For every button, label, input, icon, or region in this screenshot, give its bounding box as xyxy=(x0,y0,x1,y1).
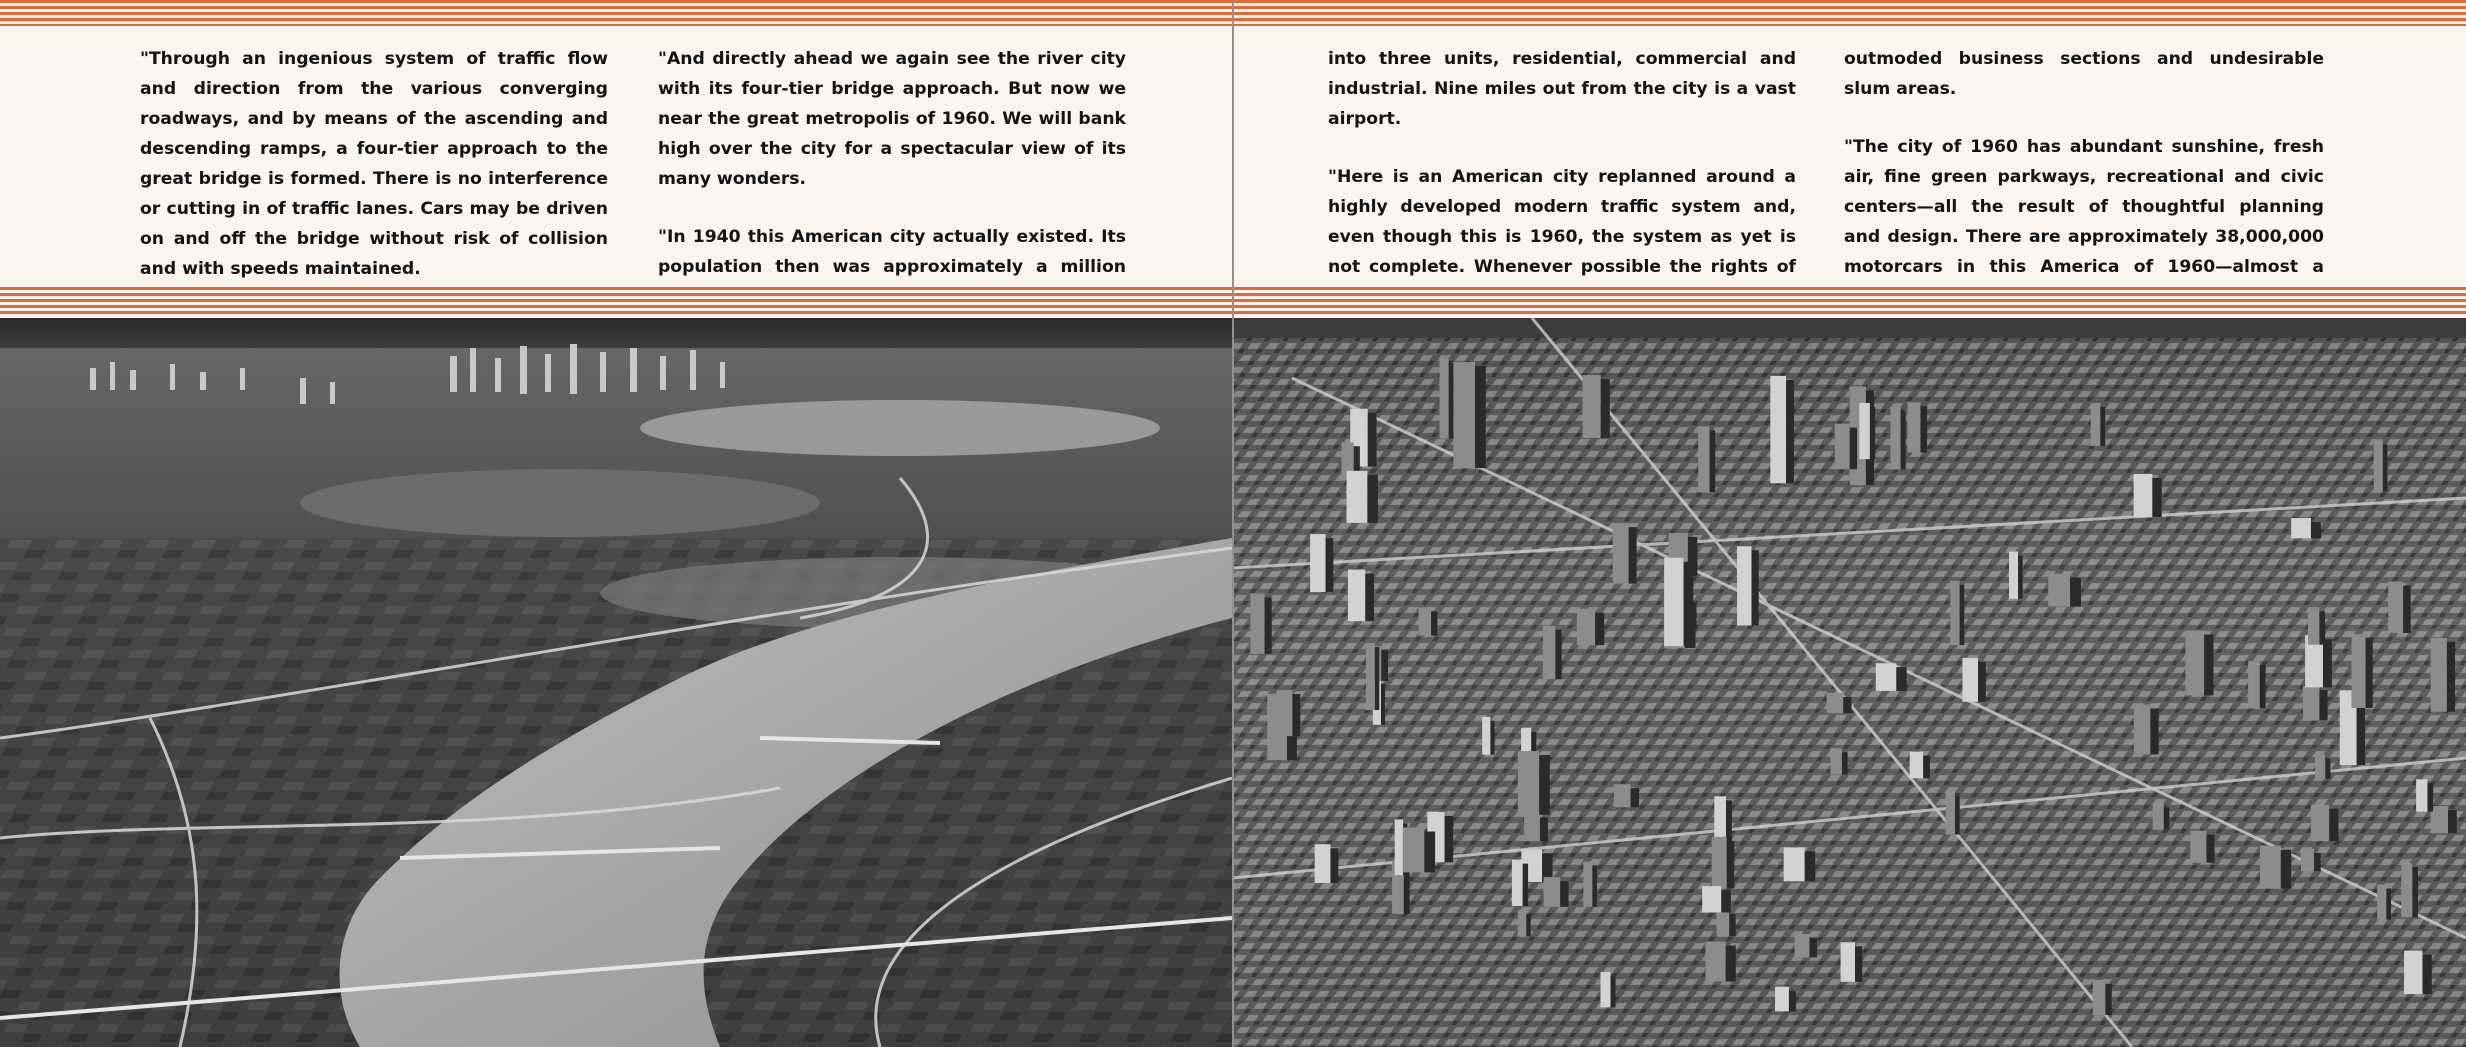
right-col2-paragraph-2: "The city of 1960 has abundant sunshine, fresh air, fine green parkways, recreational and civic centers—all the result of thoughtful planning and design. There are approximately 38,000,000 motorcars in this America of 1960—almost a xyxy=(1844,137,2324,277)
tower xyxy=(1770,376,1786,483)
tower-shadow xyxy=(1629,527,1637,583)
tower xyxy=(1702,886,1721,912)
tower xyxy=(1482,717,1490,755)
tower xyxy=(1830,748,1841,774)
tower-shadow xyxy=(2018,556,2023,599)
tower xyxy=(1664,558,1683,646)
tower-shadow xyxy=(1710,430,1716,492)
tower-shadow xyxy=(2412,867,2418,917)
tower xyxy=(1544,877,1561,907)
tower-shadow xyxy=(1555,630,1561,680)
tower xyxy=(2153,803,2164,829)
tower-shadow xyxy=(2319,611,2325,644)
tower-shadow xyxy=(1526,915,1530,937)
tower-shadow xyxy=(1729,914,1735,936)
tower-shadow xyxy=(1923,756,1930,779)
tower-shadow xyxy=(2311,522,2321,538)
tower xyxy=(1419,607,1432,635)
left-col2-paragraph-2: "In 1940 this American city actually existed. Its population then was approximately a million xyxy=(658,227,1126,277)
tower-shadow xyxy=(1684,562,1694,646)
tower xyxy=(2260,846,2281,889)
tower-shadow xyxy=(1490,721,1494,755)
left-column-1 xyxy=(140,44,608,312)
tower-shadow xyxy=(1523,864,1528,906)
tower xyxy=(2351,634,2365,708)
tower xyxy=(1518,911,1527,937)
tower xyxy=(1907,402,1920,452)
tower-shadow xyxy=(2314,853,2321,871)
tower xyxy=(1577,609,1595,645)
tower xyxy=(1453,362,1475,468)
tower-shadow xyxy=(1449,363,1454,438)
left-col1-paragraph-1: "Through an ingenious system of traffic flow and direction from the various converging roadways, and by means of the ascending and descending ramps, a four-tier approach to the great bridge is formed. There is no interference or cutting in of traffic lanes. Cars may be driven on and off the bridge without risk of collision and with speeds maintained. xyxy=(140,49,608,279)
tower-shadow xyxy=(1445,816,1454,862)
tower-shadow xyxy=(2150,709,2158,755)
tower-shadow xyxy=(1751,550,1758,625)
tower-shadow xyxy=(2448,810,2457,833)
tower-shadow xyxy=(2164,807,2170,829)
tower-shadow xyxy=(1842,752,1848,774)
tower xyxy=(2248,661,2260,708)
tower xyxy=(1543,626,1556,680)
tower xyxy=(2388,582,2403,633)
tower xyxy=(2134,705,2151,755)
tower xyxy=(1601,972,1611,1007)
tower xyxy=(2431,638,2447,712)
tower xyxy=(1250,593,1264,653)
tower xyxy=(2048,574,2070,607)
tower-shadow xyxy=(1726,946,1736,982)
tower-shadow xyxy=(2100,407,2105,446)
tower xyxy=(1403,828,1425,873)
tower xyxy=(1310,534,1325,592)
top-stripe-band xyxy=(1232,0,2466,26)
right-col2-paragraph-1: outmoded business sections and undesirable slum areas. xyxy=(1844,49,2324,99)
tower xyxy=(2315,754,2325,779)
left-col2-paragraph-1: "And directly ahead we again see the river city with its four-tier bridge approach. But now we near the great metropolis of 1960. We will bank high over the city for a spectacular view of its many wonders. xyxy=(658,49,1126,189)
right-col1-paragraph-1: into three units, residential, commercial and industrial. Nine miles out from the city is a vast airport. xyxy=(1328,49,1796,129)
tower-shadow xyxy=(1560,881,1568,907)
tower xyxy=(1583,862,1592,907)
tower-shadow xyxy=(2386,889,2391,920)
tower-shadow xyxy=(1960,585,1965,645)
tower-shadow xyxy=(2319,690,2327,720)
right-text-band xyxy=(1232,30,2466,285)
page-gutter xyxy=(1232,0,1234,1047)
tower xyxy=(1440,359,1449,438)
tower xyxy=(1962,658,1978,702)
river-bridge-aerial-photo xyxy=(0,318,1232,1047)
tower xyxy=(1775,987,1789,1012)
tower xyxy=(2404,951,2422,995)
left-page xyxy=(0,0,1232,1047)
tower xyxy=(2303,686,2319,720)
tower-shadow xyxy=(2447,642,2455,712)
tower xyxy=(2416,779,2427,811)
tower-shadow xyxy=(1843,697,1851,713)
top-stripe-band xyxy=(0,0,1232,26)
tower xyxy=(1795,934,1810,957)
tower-shadow xyxy=(1850,428,1857,470)
tower xyxy=(1835,424,1850,470)
tower xyxy=(1315,844,1331,883)
tower xyxy=(1859,403,1870,459)
tower-shadow xyxy=(1381,684,1385,725)
tower-shadow xyxy=(1539,755,1550,815)
tower xyxy=(1876,663,1897,691)
tower xyxy=(1784,847,1805,881)
tower xyxy=(1716,910,1729,936)
tower-shadow xyxy=(2281,850,2291,889)
tower-shadow xyxy=(1375,647,1379,710)
city-model-aerial-photo xyxy=(1232,318,2466,1047)
tower xyxy=(2190,831,2206,863)
tower-shadow xyxy=(1540,818,1548,841)
tower xyxy=(1518,751,1539,815)
tower-shadow xyxy=(1330,848,1338,883)
tower xyxy=(2091,403,2101,446)
tower-shadow xyxy=(1611,976,1616,1007)
tower-shadow xyxy=(1265,597,1272,653)
tower-shadow xyxy=(1424,832,1435,873)
tower xyxy=(1395,819,1403,875)
tower xyxy=(1712,837,1727,889)
tower-shadow xyxy=(2260,665,2266,708)
tower-shadow xyxy=(2323,639,2332,687)
tower xyxy=(1613,523,1629,583)
tower xyxy=(2291,518,2311,538)
tower xyxy=(1698,426,1709,492)
tower xyxy=(1706,942,1726,982)
tower xyxy=(1512,860,1523,906)
tower-shadow xyxy=(2204,635,2213,696)
left-text-band xyxy=(0,30,1232,285)
tower xyxy=(1827,693,1844,713)
tower-shadow xyxy=(1789,991,1796,1012)
tower-shadow xyxy=(2325,758,2330,779)
tower xyxy=(1348,570,1365,622)
tower xyxy=(2093,980,2106,1015)
tower-shadow xyxy=(1631,788,1639,807)
tower-shadow xyxy=(2105,984,2111,1015)
tower xyxy=(2377,885,2386,920)
tower-shadow xyxy=(1292,694,1300,736)
tower xyxy=(2431,806,2448,833)
tower-shadow xyxy=(1601,379,1610,438)
tower-shadow xyxy=(2152,478,2161,517)
tower-shadow xyxy=(1809,938,1816,957)
tower-shadow xyxy=(1920,406,1927,452)
tower xyxy=(1946,792,1955,835)
tower xyxy=(1366,643,1375,710)
tower-shadow xyxy=(1365,574,1374,622)
tower-shadow xyxy=(1786,380,1794,483)
tower-shadow xyxy=(1855,946,1862,982)
tower-shadow xyxy=(1896,667,1906,691)
tower-shadow xyxy=(1592,866,1597,907)
tower xyxy=(2311,805,2329,841)
tower-shadow xyxy=(1721,890,1731,912)
tower-shadow xyxy=(1901,411,1906,469)
tower-shadow xyxy=(1955,796,1960,835)
tower xyxy=(2374,440,2383,491)
right-page xyxy=(1232,0,2466,1047)
tower-shadow xyxy=(1475,366,1486,468)
tower-shadow xyxy=(1978,662,1986,702)
tower-shadow xyxy=(1431,611,1437,635)
tower xyxy=(1910,752,1923,779)
tower xyxy=(2009,552,2018,599)
tower xyxy=(2185,631,2204,696)
tower-shadow xyxy=(1595,613,1604,645)
tower xyxy=(1524,814,1540,841)
tower xyxy=(1346,471,1367,523)
tower-shadow xyxy=(2070,578,2081,607)
tower-shadow xyxy=(1727,841,1735,889)
tower-shadow xyxy=(1368,413,1377,467)
tower-shadow xyxy=(1805,851,1816,881)
middle-stripe-band xyxy=(0,287,1232,317)
tower-shadow xyxy=(2206,835,2214,863)
tower xyxy=(2308,607,2319,644)
tower xyxy=(1737,546,1751,625)
tower xyxy=(1841,942,1855,982)
tower xyxy=(1614,784,1631,807)
tower-shadow xyxy=(1326,538,1334,592)
tower-shadow xyxy=(2422,955,2431,995)
tower-shadow xyxy=(1870,407,1875,459)
tower xyxy=(2301,849,2314,871)
tower-shadow xyxy=(2329,809,2338,841)
right-col1-paragraph-2: "Here is an American city replanned around a highly developed modern traffic system and, even though this is 1960, the system as yet is not complete. Whenever possible the rights of xyxy=(1328,167,1796,277)
tower xyxy=(1950,581,1959,645)
tower xyxy=(2134,474,2153,517)
tower xyxy=(2401,863,2412,917)
tower-shadow xyxy=(1381,650,1388,681)
tower-shadow xyxy=(2366,638,2373,708)
middle-stripe-band xyxy=(1232,287,2466,317)
tower-shadow xyxy=(2383,444,2388,491)
tower xyxy=(1277,690,1293,736)
tower xyxy=(1890,407,1900,469)
tower xyxy=(1583,375,1601,438)
tower-shadow xyxy=(2403,586,2410,633)
tower-shadow xyxy=(2427,783,2433,811)
tower-shadow xyxy=(1367,475,1377,523)
